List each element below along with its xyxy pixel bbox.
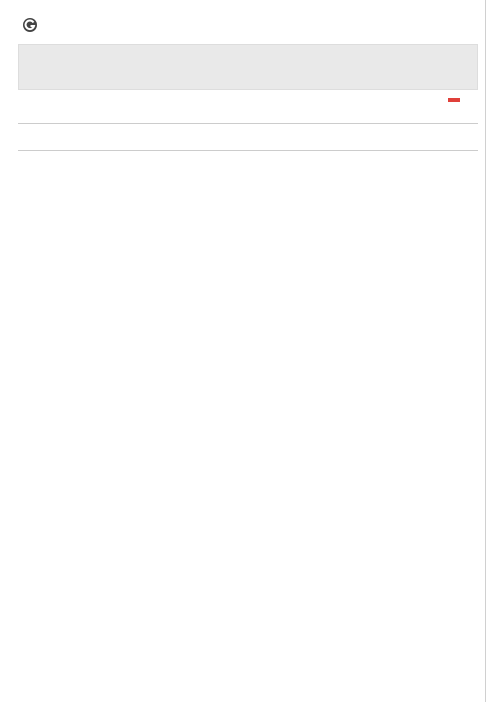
category-badge bbox=[448, 98, 460, 102]
divider bbox=[18, 123, 478, 124]
page-side-rule bbox=[485, 0, 486, 702]
gama-logo-icon bbox=[22, 17, 38, 33]
exam-header bbox=[18, 44, 478, 90]
divider bbox=[18, 150, 478, 151]
top-bar bbox=[0, 0, 496, 44]
qr-code-icon[interactable] bbox=[25, 49, 63, 87]
